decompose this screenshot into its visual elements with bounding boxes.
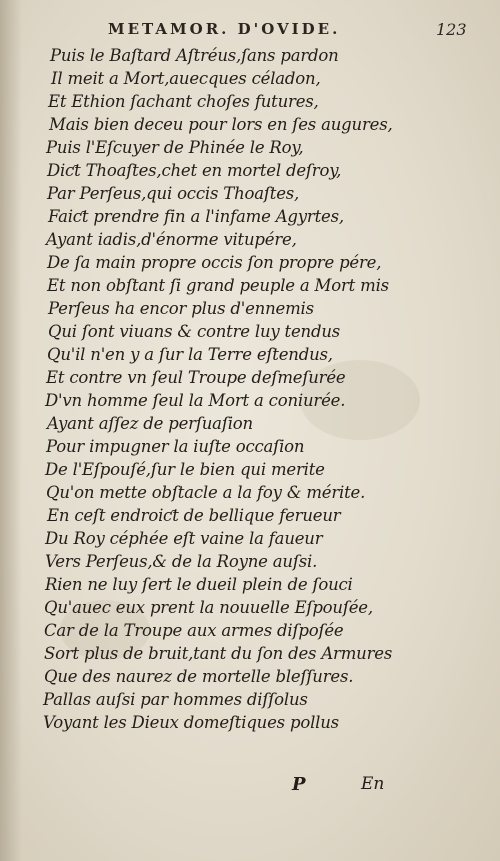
verse-line: Pallas auſsi par hommes diſſolus: [43, 690, 308, 709]
verse-line: Qui ſont viuans & contre luy tendus: [48, 322, 341, 341]
catchword: En: [361, 774, 385, 794]
verse-line: Faiƈt prendre fin a l'infame Agyrtes,: [48, 207, 344, 226]
verse-line: De ſa main propre occis ſon propre pére,: [47, 253, 382, 272]
verse-line: Qu'il n'en y a ſur la Terre eſtendus,: [47, 345, 333, 364]
verse-line: Ayant aſſez de perſuaſion: [47, 414, 253, 433]
page-number: 123: [436, 20, 467, 39]
signature-mark: P: [292, 774, 306, 795]
verse-line: Pour impugner la iuſte occaſion: [46, 437, 305, 456]
verse-line: Rien ne luy ſert le dueil plein de ſouci: [45, 575, 353, 594]
verse-line: Qu'auec eux prent la nouuelle Eſpouſée,: [44, 598, 373, 617]
verse-line: Puis l'Eſcuyer de Phinée le Roy,: [46, 138, 304, 157]
page-footer: [0, 770, 500, 800]
verse-line: Car de la Troupe aux armes diſpoſée: [44, 621, 344, 640]
verse-line: Sort plus de bruit,tant du ſon des Armures: [44, 644, 393, 663]
poem-text: [0, 44, 500, 734]
verse-line: Que des naurez de mortelle bleſſures.: [44, 667, 354, 686]
verse-line: Diƈt Thoaſtes,chet en mortel deſroy,: [47, 161, 342, 180]
verse-line: Puis le Baſtard Aſtréus,ſans pardon: [50, 46, 339, 65]
verse-line: Du Roy céphée eſt vaine la faueur: [45, 529, 323, 548]
verse-line: Et non obſtant ſi grand peuple a Mort mis: [47, 276, 389, 295]
verse-line: Vers Perſeus,& de la Royne auſsi.: [45, 552, 318, 571]
verse-line: Et Ethion ſachant choſes futures,: [48, 92, 319, 111]
running-head: METAMOR. D'OVIDE.: [108, 20, 341, 38]
verse-line: De l'Eſpouſé,ſur le bien qui merite: [45, 460, 325, 479]
verse-line: Par Perſeus,qui occis Thoaſtes,: [47, 184, 300, 203]
verse-line: Perſeus ha encor plus d'ennemis: [48, 299, 314, 318]
page-header: [0, 18, 500, 44]
verse-line: Voyant les Dieux domeſtiques pollus: [43, 713, 339, 732]
verse-line: Il meit a Mort,auecques céladon,: [51, 69, 321, 88]
verse-line: Ayant iadis,d'énorme vitupére,: [46, 230, 297, 249]
verse-line: En ceſt endroiƈt de bellique ferueur: [47, 506, 341, 525]
verse-line: Et contre vn ſeul Troupe deſmeſurée: [46, 368, 346, 387]
verse-line: Mais bien deceu pour lors en ſes augures,: [49, 115, 393, 134]
verse-line: Qu'on mette obſtacle a la foy & mérite.: [46, 483, 366, 502]
verse-line: D'vn homme ſeul la Mort a coniurée.: [45, 391, 346, 410]
